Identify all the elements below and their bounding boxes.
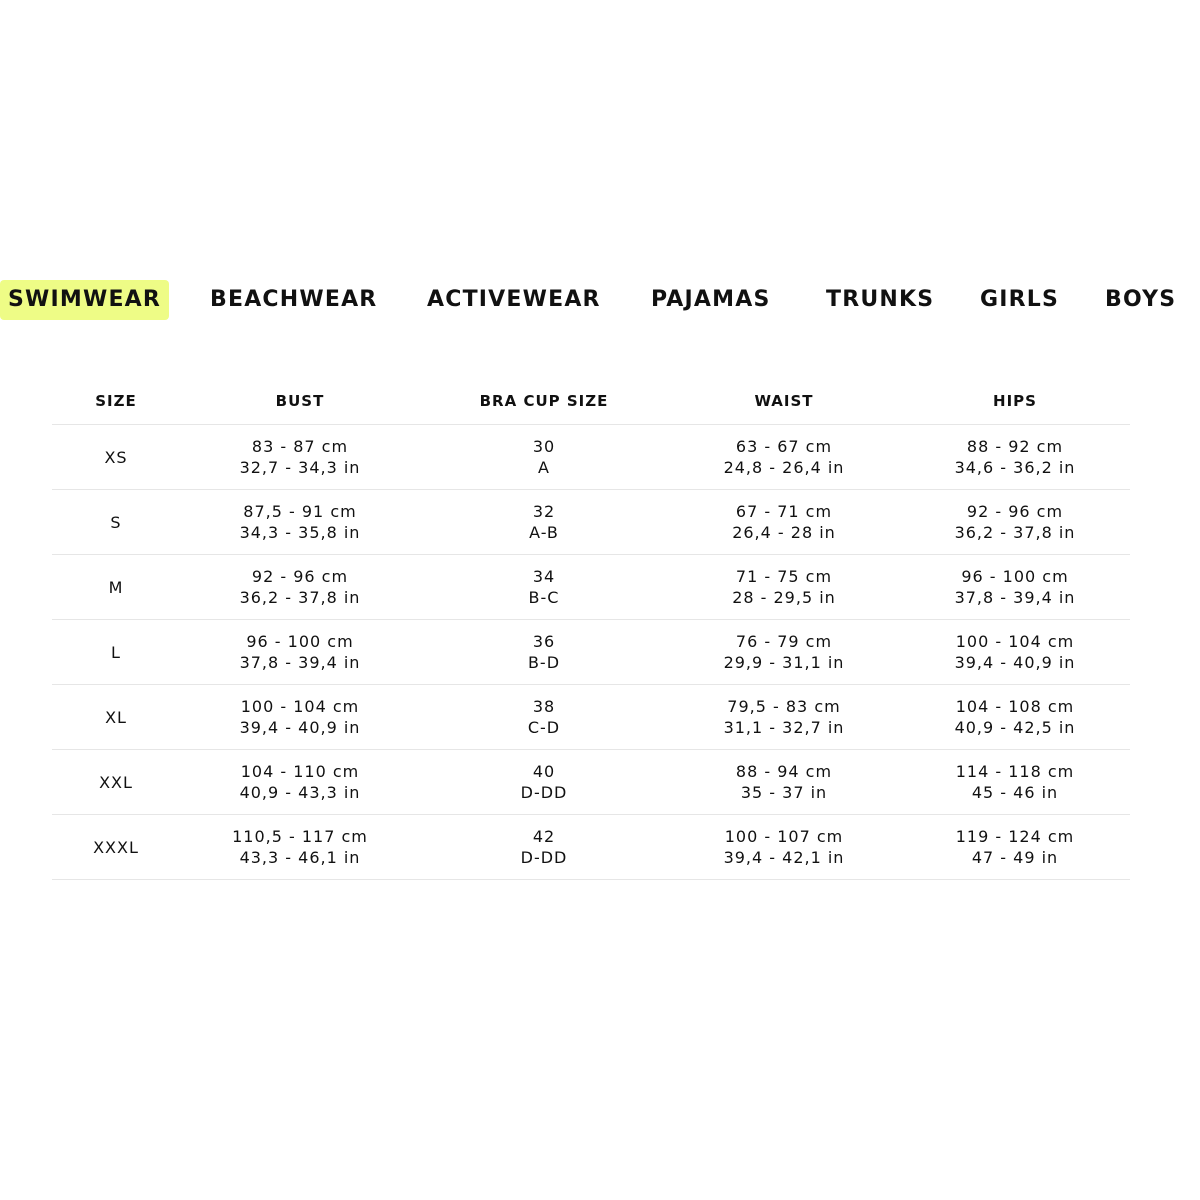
waist-cell: 67 - 71 cm 26,4 - 28 in (668, 490, 900, 555)
tab-boys[interactable]: BOYS (1105, 287, 1177, 312)
bra-cup-cell: 38 C-D (420, 685, 668, 750)
bust-cell: 110,5 - 117 cm 43,3 - 46,1 in (180, 815, 420, 880)
hips-cell: 100 - 104 cm 39,4 - 40,9 in (900, 620, 1130, 685)
header-bra-cup-size: BRA CUP SIZE (420, 378, 668, 425)
bra-cup-cell: 34 B-C (420, 555, 668, 620)
bust-cell: 96 - 100 cm 37,8 - 39,4 in (180, 620, 420, 685)
tab-beachwear[interactable]: BEACHWEAR (210, 287, 378, 312)
bra-cup-cell: 32 A-B (420, 490, 668, 555)
tab-activewear[interactable]: ACTIVEWEAR (427, 287, 601, 312)
header-waist: WAIST (668, 378, 900, 425)
table-row (52, 685, 1130, 750)
size-chart-table (52, 378, 1130, 880)
waist-cell: 79,5 - 83 cm 31,1 - 32,7 in (668, 685, 900, 750)
size-cell: L (52, 620, 180, 685)
category-tabs (0, 280, 1200, 320)
size-cell: XXXL (52, 815, 180, 880)
waist-cell: 71 - 75 cm 28 - 29,5 in (668, 555, 900, 620)
waist-cell: 76 - 79 cm 29,9 - 31,1 in (668, 620, 900, 685)
table-row (52, 815, 1130, 880)
header-hips: HIPS (900, 378, 1130, 425)
bust-cell: 104 - 110 cm 40,9 - 43,3 in (180, 750, 420, 815)
waist-cell: 63 - 67 cm 24,8 - 26,4 in (668, 425, 900, 490)
tab-pajamas[interactable]: PAJAMAS (651, 287, 771, 312)
size-cell: XXL (52, 750, 180, 815)
bust-cell: 100 - 104 cm 39,4 - 40,9 in (180, 685, 420, 750)
hips-cell: 119 - 124 cm 47 - 49 in (900, 815, 1130, 880)
size-cell: XS (52, 425, 180, 490)
size-cell: S (52, 490, 180, 555)
hips-cell: 92 - 96 cm 36,2 - 37,8 in (900, 490, 1130, 555)
table-row (52, 555, 1130, 620)
bra-cup-cell: 30 A (420, 425, 668, 490)
tab-trunks[interactable]: TRUNKS (826, 287, 935, 312)
waist-cell: 88 - 94 cm 35 - 37 in (668, 750, 900, 815)
bust-cell: 87,5 - 91 cm 34,3 - 35,8 in (180, 490, 420, 555)
table-row (52, 425, 1130, 490)
tab-swimwear[interactable]: SWIMWEAR (0, 280, 169, 320)
size-cell: XL (52, 685, 180, 750)
waist-cell: 100 - 107 cm 39,4 - 42,1 in (668, 815, 900, 880)
hips-cell: 88 - 92 cm 34,6 - 36,2 in (900, 425, 1130, 490)
bust-cell: 83 - 87 cm 32,7 - 34,3 in (180, 425, 420, 490)
hips-cell: 96 - 100 cm 37,8 - 39,4 in (900, 555, 1130, 620)
table-row (52, 490, 1130, 555)
bra-cup-cell: 36 B-D (420, 620, 668, 685)
header-bust: BUST (180, 378, 420, 425)
hips-cell: 104 - 108 cm 40,9 - 42,5 in (900, 685, 1130, 750)
bust-cell: 92 - 96 cm 36,2 - 37,8 in (180, 555, 420, 620)
tab-girls[interactable]: GIRLS (980, 287, 1060, 312)
table-row (52, 750, 1130, 815)
size-cell: M (52, 555, 180, 620)
hips-cell: 114 - 118 cm 45 - 46 in (900, 750, 1130, 815)
bra-cup-cell: 40 D-DD (420, 750, 668, 815)
bra-cup-cell: 42 D-DD (420, 815, 668, 880)
table-row (52, 620, 1130, 685)
header-size: SIZE (52, 378, 180, 425)
table-header-row (52, 378, 1130, 425)
